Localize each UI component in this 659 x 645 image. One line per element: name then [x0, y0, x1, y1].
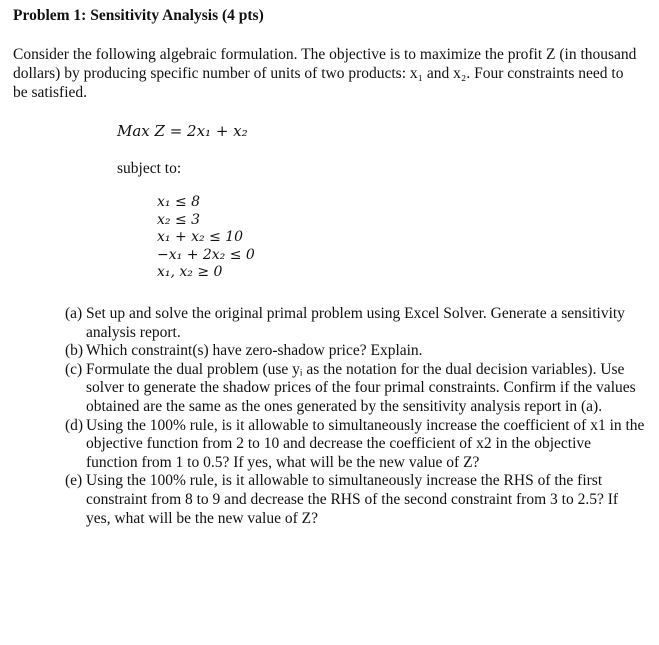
intro-paragraph: Consider the following algebraic formulation. The objective is to maximize the profit Z (in thousand dollars) by producing specific number of units of two products: x₁ and x₂. Four constraints need to be satisfied. [13, 46, 637, 101]
question-label: (b) [65, 342, 84, 360]
constraint-2: x₂ ≤ 3 [157, 211, 201, 228]
subject-to-label: subject to: [117, 160, 182, 177]
constraint-1: x₁ ≤ 8 [157, 194, 201, 210]
question-text: Using the 100% rule, is it allowable to simultaneously increase the RHS of the first constraint from 8 to 9 and decrease the RHS of the second constraint from 3 to 2.5? If yes, what will be the new value of Z? [86, 472, 619, 527]
question-label: (e) [65, 472, 83, 490]
question-label: (d) [65, 416, 84, 434]
constraint-3: x₁ + x₂ ≤ 10 [157, 229, 244, 246]
question-d [65, 417, 645, 473]
question-e [65, 472, 645, 528]
question-c [65, 361, 645, 417]
question-text: Which constraint(s) have zero-shadow price? Explain. [86, 342, 423, 360]
constraint-4: −x₁ + 2x₂ ≤ 0 [157, 246, 255, 263]
question-label: (a) [65, 305, 83, 322]
question-text: Using the 100% rule, is it allowable to simultaneously increase the coefficient of x1 in the objective function from 2 to 10 and decrease the coefficient of x2 in the objective function from 1 to 0.5? If yes, what will be the new value of Z? [86, 416, 645, 471]
question-text: Formulate the dual problem (use yᵢ as the notation for the dual decision variables). Use solver to generate the shadow prices of the four primal constraints. Confirm if the values obtained are the same as the ones generated by the sensitivity analysis report in (a). [86, 360, 636, 415]
question-text: Set up and solve the original primal problem using Excel Solver. Generate a sensitivity analysis report. [86, 305, 625, 341]
constraint-list [157, 194, 255, 282]
objective-function: Max Z = 2x₁ + x₂ [117, 122, 248, 140]
question-list [65, 305, 645, 528]
problem-title: Problem 1: Sensitivity Analysis (4 pts) [13, 7, 264, 24]
question-label: (c) [65, 360, 83, 378]
nonnegativity-constraint: x₁, x₂ ≥ 0 [157, 264, 223, 281]
question-a [65, 305, 645, 342]
question-b [65, 342, 645, 361]
